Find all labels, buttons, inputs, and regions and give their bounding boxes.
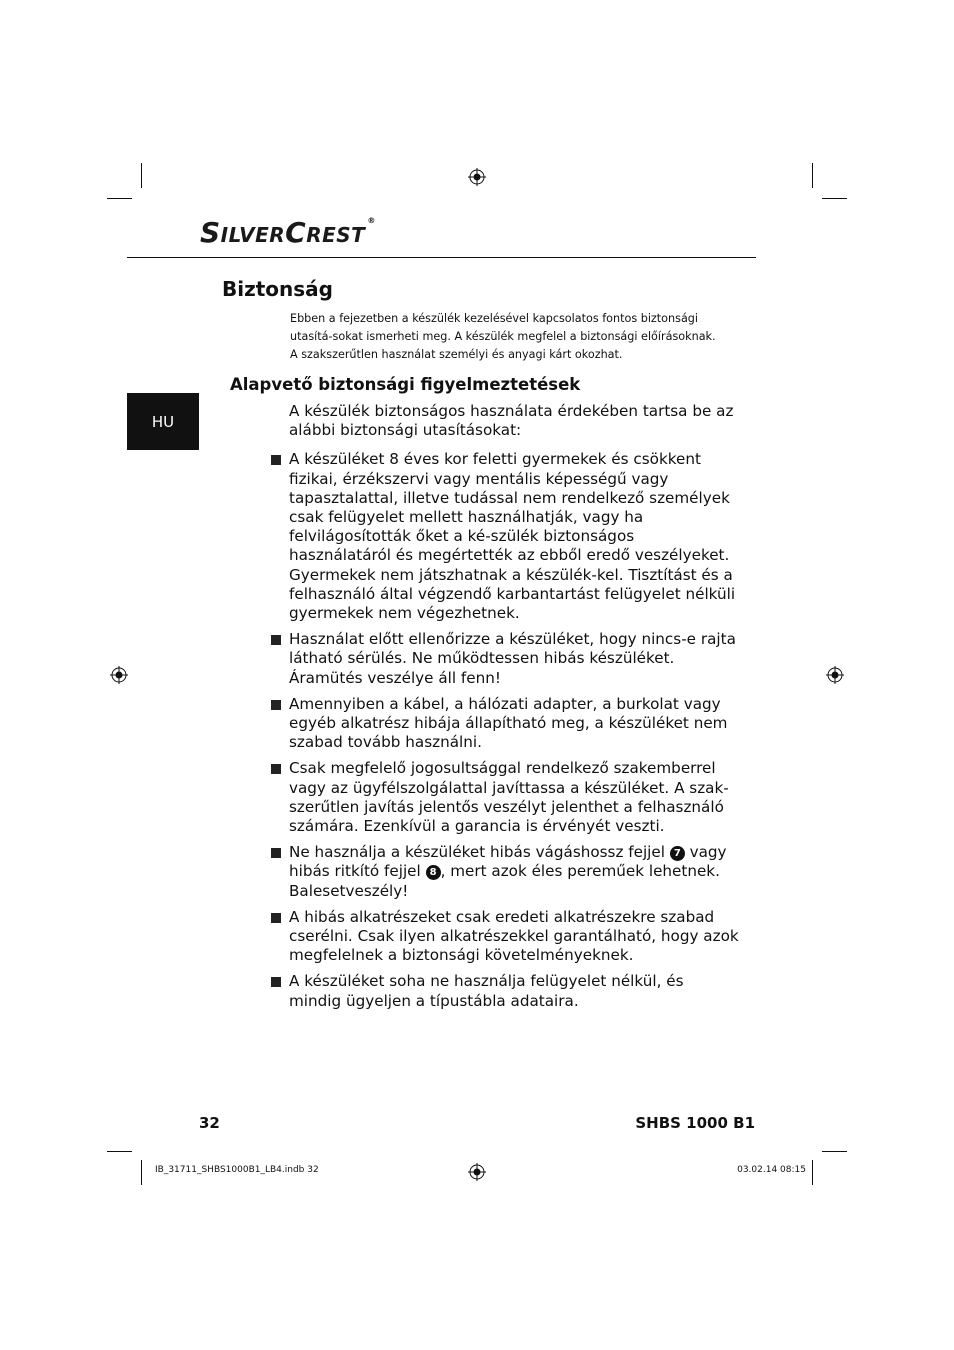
- intro-paragraph: Ebben a fejezetben a készülék kezelésével kapcsolatos fontos biztonsági utasítá-sokat ismerheti meg. A készülék megfelel a biztonsági előírásoknak.: [290, 312, 716, 343]
- lead-paragraph: A készülék biztonságos használata érdekében tartsa be az alábbi biztonsági utasításokat:: [289, 402, 734, 440]
- print-slug-file: IB_31711_SHBS1000B1_LB4.indb 32: [155, 1165, 319, 1175]
- safety-warnings: [289, 402, 739, 1018]
- header-rule: [127, 257, 756, 258]
- crop-mark-bottom-right: [812, 1160, 813, 1185]
- intro-text: [290, 310, 740, 364]
- registration-mark-top-icon: [468, 168, 486, 186]
- square-bullet-icon: [271, 977, 281, 987]
- crop-mark-bottom-left-h: [107, 1151, 132, 1152]
- warning-list: [289, 450, 739, 1010]
- square-bullet-icon: [271, 764, 281, 774]
- part-reference-7-icon: 7: [670, 846, 685, 861]
- square-bullet-icon: [271, 913, 281, 923]
- model-number: SHBS 1000 B1: [635, 1114, 755, 1132]
- list-item: A készüléket soha ne használja felügyelet nélkül, és mindig ügyeljen a típustábla adataira.: [289, 972, 739, 1010]
- crop-mark-top-right: [812, 163, 813, 188]
- intro-paragraph: A szakszerűtlen használat személyi és anyagi kárt okozhat.: [290, 348, 623, 361]
- part-reference-8-icon: 8: [426, 865, 441, 880]
- list-item: A készüléket 8 éves kor feletti gyermekek és csökkent fizikai, érzékszervi vagy mentális képességű vagy tapasztalattal, illetve tudással nem rendelkező személyek csak felügyelet mellett használhatják, vagy ha felvilágosították őket a ké-szülék biztonságos használatáról és megértették az ebből eredő veszélyeket. Gyermekek nem játszhatnak a készülék-kel. Tisztítást és a felhasználó által végzendő karbantartást felügyelet nélküli gyermekek nem végezhetnek.: [289, 450, 739, 623]
- language-tab: HU: [127, 393, 199, 450]
- list-item: A hibás alkatrészeket csak eredeti alkatrészekre szabad cserélni. Csak ilyen alkatrészekkel garantálható, hogy azok megfelelnek a biztonsági követelményeknek.: [289, 908, 739, 966]
- square-bullet-icon: [271, 635, 281, 645]
- square-bullet-icon: [271, 848, 281, 858]
- section-title: Biztonság: [222, 277, 333, 301]
- registration-mark-right-icon: [826, 666, 844, 684]
- brand-logo: SILVERCREST®: [200, 216, 376, 249]
- subsection-title: Alapvető biztonsági figyelmeztetések: [230, 375, 581, 394]
- list-item: Használat előtt ellenőrizze a készüléket, hogy nincs-e rajta látható sérülés. Ne működtessen hibás készüléket. Áramütés veszélye áll fenn!: [289, 630, 739, 688]
- square-bullet-icon: [271, 700, 281, 710]
- crop-mark-bottom-left: [141, 1160, 142, 1185]
- print-slug-datetime: 03.02.14 08:15: [737, 1165, 806, 1175]
- crop-mark-top-right-h: [822, 198, 847, 199]
- page-number: 32: [199, 1114, 220, 1132]
- crop-mark-top-left-h: [107, 198, 132, 199]
- registration-mark-left-icon: [110, 666, 128, 684]
- crop-mark-bottom-right-h: [822, 1151, 847, 1152]
- list-item: Amennyiben a kábel, a hálózati adapter, a burkolat vagy egyéb alkatrész hibája állapítható meg, a készüléket nem szabad tovább használni.: [289, 695, 739, 753]
- list-item: Csak megfelelő jogosultsággal rendelkező szakemberrel vagy az ügyfélszolgálattal javíttassa a készüléket. A szak-szerűtlen javítás jelentős veszélyt jelenthet a felhasználó számára. Ezenkívül a garancia is érvényét veszti.: [289, 759, 739, 836]
- crop-mark-top-left: [141, 163, 142, 188]
- registration-mark-bottom-icon: [468, 1163, 486, 1181]
- list-item: Ne használja a készüléket hibás vágáshossz fejjel 7 vagy hibás ritkító fejjel 8 , mert azok éles pereműek lehetnek. Balesetveszély!: [289, 843, 739, 901]
- square-bullet-icon: [271, 455, 281, 465]
